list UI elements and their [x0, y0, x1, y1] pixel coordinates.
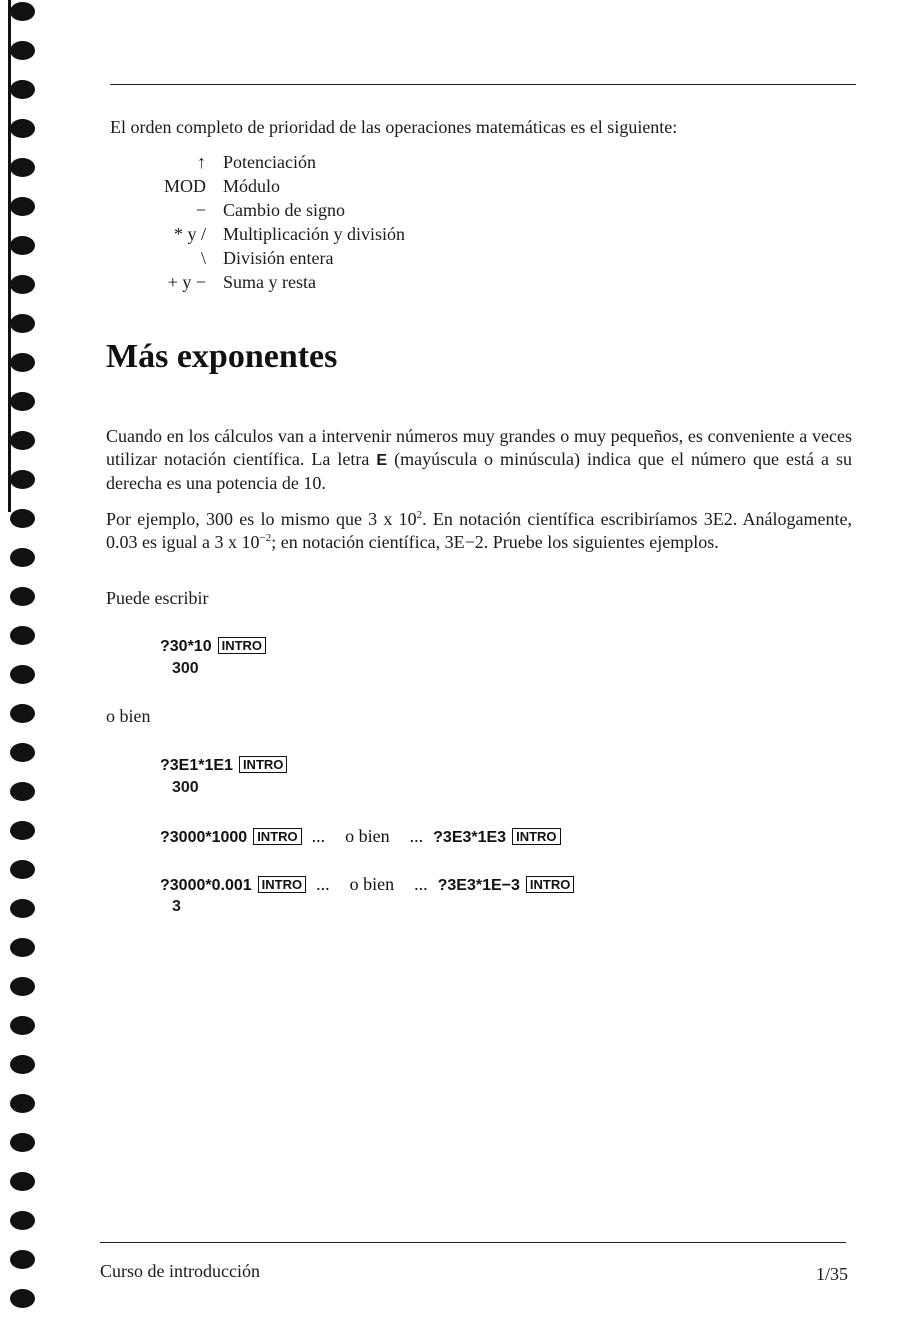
section-heading: Más exponentes	[106, 338, 338, 375]
binding-hole	[10, 743, 35, 762]
exponent: 2	[416, 509, 423, 521]
binding-hole	[10, 314, 35, 333]
binding-hole	[10, 1133, 35, 1152]
binding-hole	[10, 80, 35, 99]
example-2-input	[160, 756, 287, 775]
binding-hole	[10, 470, 35, 489]
priority-row	[120, 270, 405, 294]
binding-hole	[10, 119, 35, 138]
priority-symbol: * y /	[173, 224, 206, 244]
binding-hole	[10, 275, 35, 294]
ellipsis: ...	[311, 826, 326, 846]
binding-hole	[10, 1055, 35, 1074]
footer-title: Curso de introducción	[100, 1261, 260, 1281]
binding-hole	[10, 704, 35, 723]
binding-hole	[10, 509, 35, 528]
priority-label: Cambio de signo	[223, 200, 345, 220]
binding-hole	[10, 1289, 35, 1308]
priority-symbol: \	[200, 248, 206, 268]
priority-row	[120, 150, 405, 174]
priority-symbol: MOD	[163, 176, 206, 196]
code-text: ?3E3*1E−3	[437, 877, 520, 894]
binding-hole	[10, 41, 35, 60]
binding-hole	[10, 665, 35, 684]
intro-key: INTRO	[526, 876, 574, 893]
example-2-output: 300	[172, 779, 199, 796]
binding-hole	[10, 1211, 35, 1230]
p2-text-b: . En notación científica escribiríamos 3E2. Análogamente, 0.03 es igual a 3 x 10	[106, 509, 852, 552]
binding-hole	[10, 587, 35, 606]
binding-hole	[10, 626, 35, 645]
binding-strip	[0, 0, 44, 1334]
priority-row	[120, 198, 405, 222]
o-bien-text: o bien	[106, 706, 151, 726]
example-4-output: 3	[172, 898, 181, 915]
intro-key: INTRO	[239, 756, 287, 773]
binding-hole	[10, 197, 35, 216]
binding-hole	[10, 1016, 35, 1035]
binding-hole	[10, 821, 35, 840]
code-text: ?30*10	[160, 638, 212, 655]
bottom-rule	[100, 1242, 846, 1243]
binding-hole	[10, 236, 35, 255]
intro-key: INTRO	[218, 637, 266, 654]
paragraph-example	[106, 508, 852, 554]
p2-text-c: ; en notación científica, 3E−2. Pruebe los siguientes ejemplos.	[271, 532, 719, 552]
ellipsis: ...	[316, 874, 330, 894]
binding-hole	[10, 938, 35, 957]
p1-text-after: (mayúscula o minúscula) indica que el número que está a su derecha es una potencia de 10.	[106, 449, 852, 493]
page-number: 1/35	[815, 1264, 848, 1284]
priority-label: Potenciación	[223, 152, 316, 172]
priority-label: Módulo	[223, 176, 281, 196]
priority-label: Suma y resta	[223, 272, 316, 292]
priority-row	[120, 174, 405, 198]
binding-hole	[10, 353, 35, 372]
priority-label: División entera	[223, 248, 334, 268]
intro-key: INTRO	[512, 828, 560, 845]
binding-hole	[10, 1094, 35, 1113]
paragraph-puede-escribir: Puede escribir	[106, 588, 209, 608]
example-3-line	[160, 826, 561, 847]
code-text: ?3000*1000	[160, 829, 248, 846]
binding-hole	[10, 899, 35, 918]
p1-text-before: Cuando en los cálculos van a intervenir números muy grandes o muy pequeños, es conveniente a veces utilizar notación científica. La letra	[106, 426, 852, 469]
priority-symbol: −	[195, 200, 206, 220]
code-text: ?3000*0.001	[160, 877, 252, 894]
ellipsis: ...	[409, 826, 424, 846]
binding-hole	[10, 782, 35, 801]
example-1-output: 300	[172, 660, 199, 677]
binding-hole	[10, 1172, 35, 1191]
p2-text-a: Por ejemplo, 300 es lo mismo que 3 x 10	[106, 509, 417, 529]
binding-hole	[10, 2, 35, 21]
code-text: ?3E1*1E1	[160, 757, 233, 774]
or-text: o bien	[349, 874, 395, 894]
binding-hole	[10, 977, 35, 996]
priority-symbol: ↑	[197, 152, 206, 172]
example-1-input	[160, 637, 266, 656]
binding-hole	[10, 548, 35, 567]
priority-symbol: + y −	[167, 272, 206, 292]
binding-hole	[10, 392, 35, 411]
or-text: o bien	[345, 826, 390, 846]
intro-key: INTRO	[253, 828, 301, 845]
priority-row	[120, 246, 405, 270]
binding-hole	[10, 1250, 35, 1269]
code-text: ?3E3*1E3	[433, 829, 507, 846]
binding-hole	[10, 158, 35, 177]
ellipsis: ...	[414, 874, 428, 894]
example-4-line	[160, 874, 574, 895]
paragraph-scientific-notation	[106, 425, 852, 495]
top-rule	[110, 84, 856, 85]
intro-key: INTRO	[258, 876, 306, 893]
priority-label: Multiplicación y división	[223, 224, 405, 244]
intro-text: El orden completo de prioridad de las operaciones matemáticas es el siguiente:	[110, 117, 678, 137]
binding-hole	[10, 860, 35, 879]
letter-e: E	[376, 452, 388, 469]
priority-row	[120, 222, 405, 246]
exponent: −2	[259, 532, 272, 544]
binding-hole	[10, 431, 35, 450]
priority-list	[120, 150, 405, 294]
